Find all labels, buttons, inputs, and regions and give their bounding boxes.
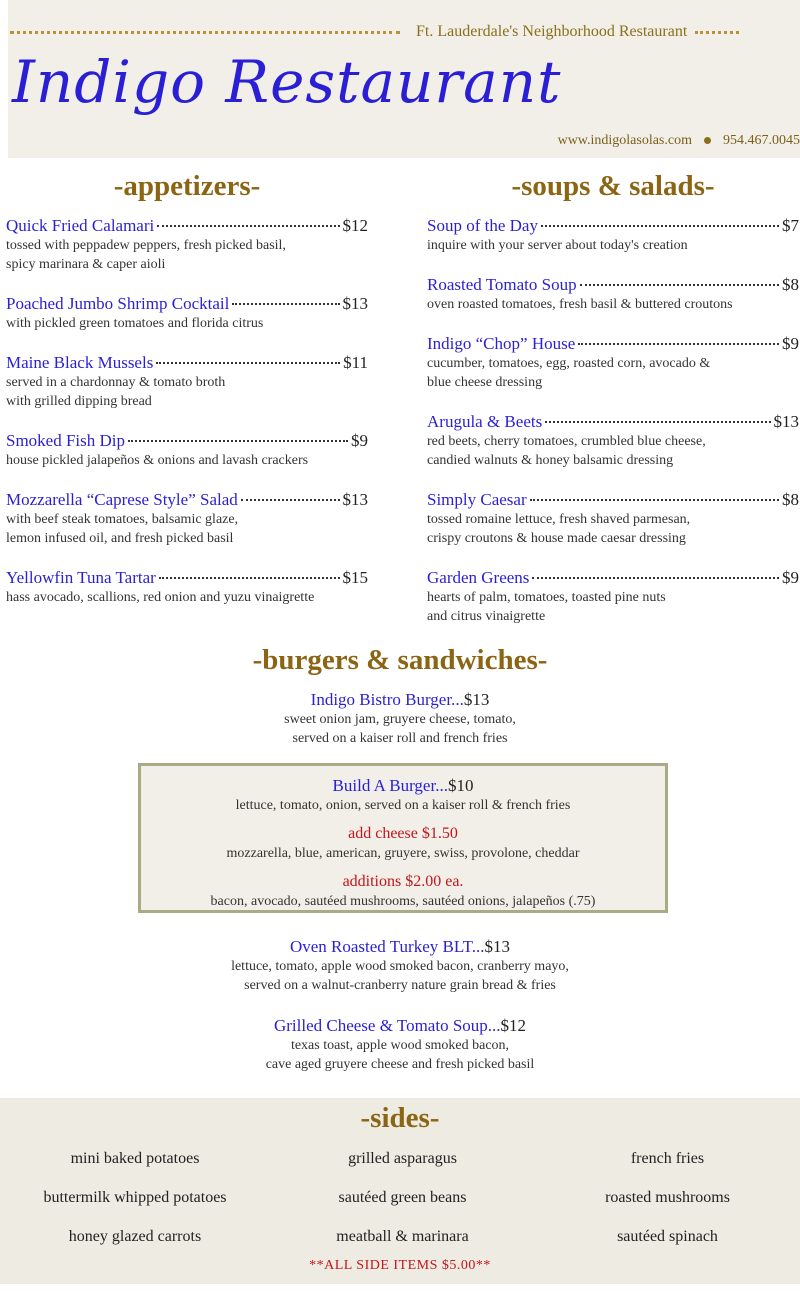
cheese-options: mozzarella, blue, american, gruyere, swiss, provolone, cheddar bbox=[226, 846, 580, 861]
item-description: hass avocado, scallions, red onion and yuzu vinaigrette bbox=[6, 590, 315, 605]
item-price: $12 bbox=[500, 1016, 527, 1035]
item-name: Yellowfin Tuna Tartar bbox=[6, 568, 156, 587]
section-title-soups-salads: -soups & salads- bbox=[511, 170, 715, 202]
menu-item bbox=[427, 568, 799, 626]
website-link[interactable]: www.indigolasolas.com bbox=[557, 133, 692, 148]
menu-item bbox=[6, 216, 368, 274]
item-description: cucumber, tomatoes, egg, roasted corn, avocado & blue cheese dressing bbox=[427, 356, 711, 390]
side-item: mini baked potatoes bbox=[70, 1150, 200, 1167]
item-price: $13 bbox=[342, 490, 368, 509]
item-price: $15 bbox=[342, 568, 368, 587]
section-title-sides: -sides- bbox=[360, 1102, 440, 1134]
menu-item-turkey-blt bbox=[0, 937, 800, 995]
tagline-row bbox=[8, 20, 800, 44]
side-item: sautéed green beans bbox=[338, 1189, 467, 1206]
bullet-icon bbox=[704, 137, 711, 144]
item-name: Poached Jumbo Shrimp Cocktail bbox=[6, 294, 230, 313]
item-description: tossed romaine lettuce, fresh shaved parmesan, crispy croutons & house made caesar dressing bbox=[427, 512, 691, 546]
side-item: meatball & marinara bbox=[336, 1228, 469, 1245]
item-price: $11 bbox=[343, 353, 368, 372]
dotted-divider bbox=[695, 31, 739, 34]
contact-info bbox=[558, 133, 800, 149]
side-item: buttermilk whipped potatoes bbox=[43, 1189, 227, 1206]
menu-item bbox=[6, 490, 368, 548]
additions-label: additions $2.00 ea. bbox=[342, 873, 464, 890]
side-item: french fries bbox=[630, 1150, 705, 1167]
item-price: $8 bbox=[782, 275, 799, 294]
item-name: Indigo “Chop” House bbox=[427, 334, 576, 353]
phone-number: 954.467.0045 bbox=[723, 133, 800, 148]
dotted-leader bbox=[545, 421, 770, 423]
dotted-leader bbox=[128, 440, 348, 442]
item-price: $13 bbox=[342, 294, 368, 313]
header bbox=[8, 0, 800, 158]
dotted-leader bbox=[232, 303, 339, 305]
menu-item bbox=[427, 412, 799, 470]
item-price: $9 bbox=[782, 568, 799, 587]
item-name: Indigo Bistro Burger... bbox=[310, 690, 464, 709]
item-price: $7 bbox=[782, 216, 799, 235]
item-description: hearts of palm, tomatoes, toasted pine nuts and citrus vinaigrette bbox=[427, 590, 666, 624]
item-name: Soup of the Day bbox=[427, 216, 538, 235]
section-title-burgers: -burgers & sandwiches- bbox=[252, 644, 548, 676]
sides-price-note: **ALL SIDE ITEMS $5.00** bbox=[309, 1258, 491, 1273]
menu-item bbox=[427, 334, 799, 392]
dotted-leader bbox=[241, 499, 340, 501]
item-price: $10 bbox=[447, 776, 474, 795]
menu-item bbox=[427, 490, 799, 548]
restaurant-name: Indigo Restaurant bbox=[12, 48, 562, 116]
item-price: $13 bbox=[773, 412, 799, 431]
sides-panel bbox=[0, 1098, 800, 1284]
item-name: Smoked Fish Dip bbox=[6, 431, 126, 450]
menu-item bbox=[6, 431, 368, 470]
tagline: Ft. Lauderdale's Neighborhood Restaurant bbox=[416, 23, 688, 40]
item-description: served in a chardonnay & tomato broth with grilled dipping bread bbox=[6, 375, 226, 409]
side-item: grilled asparagus bbox=[348, 1150, 457, 1167]
dotted-leader bbox=[541, 225, 779, 227]
menu-item bbox=[427, 275, 799, 314]
side-item: roasted mushrooms bbox=[605, 1189, 730, 1206]
dotted-leader bbox=[532, 577, 779, 579]
item-name: Garden Greens bbox=[427, 568, 530, 587]
menu-item bbox=[6, 568, 368, 607]
item-description: lettuce, tomato, onion, served on a kaiser roll & french fries bbox=[235, 798, 571, 813]
item-name: Build A Burger... bbox=[332, 776, 448, 795]
item-name: Grilled Cheese & Tomato Soup... bbox=[273, 1016, 501, 1035]
menu-item-grilled-cheese bbox=[0, 1016, 800, 1074]
menu-item bbox=[427, 216, 799, 255]
side-item: honey glazed carrots bbox=[68, 1228, 202, 1245]
dotted-leader bbox=[578, 343, 779, 345]
section-title-appetizers: -appetizers- bbox=[113, 170, 261, 202]
dotted-leader bbox=[580, 284, 779, 286]
dotted-leader bbox=[157, 225, 339, 227]
dotted-leader bbox=[159, 577, 340, 579]
menu-item-bistro-burger bbox=[0, 690, 800, 748]
menu-item-build-a-burger bbox=[141, 776, 665, 815]
appetizers-list bbox=[6, 216, 368, 627]
dotted-leader bbox=[156, 362, 340, 364]
item-price: $8 bbox=[782, 490, 799, 509]
item-description: with pickled green tomatoes and florida citrus bbox=[6, 316, 264, 331]
item-description: lettuce, tomato, apple wood smoked bacon, cranberry mayo, served on a walnut-cranberry nature grain bread & fries bbox=[231, 959, 569, 993]
item-description: inquire with your server about today's creation bbox=[427, 238, 688, 253]
item-name: Simply Caesar bbox=[427, 490, 527, 509]
item-name: Mozzarella “Caprese Style” Salad bbox=[6, 490, 238, 509]
item-name: Oven Roasted Turkey BLT... bbox=[289, 937, 485, 956]
item-description: sweet onion jam, gruyere cheese, tomato, served on a kaiser roll and french fries bbox=[284, 712, 516, 746]
additions-options: bacon, avocado, sautéed mushrooms, sautéed onions, jalapeños (.75) bbox=[210, 894, 596, 909]
add-cheese-group bbox=[141, 824, 665, 863]
item-price: $13 bbox=[484, 937, 511, 956]
item-price: $9 bbox=[782, 334, 799, 353]
item-description: tossed with peppadew peppers, fresh picked basil, spicy marinara & caper aioli bbox=[6, 238, 286, 272]
soups-salads-list bbox=[427, 216, 799, 646]
item-name: Maine Black Mussels bbox=[6, 353, 154, 372]
sides-grid bbox=[0, 1148, 800, 1247]
menu-item bbox=[6, 294, 368, 333]
additions-group bbox=[141, 872, 665, 911]
build-a-burger-box bbox=[138, 763, 668, 913]
dotted-divider bbox=[10, 31, 400, 34]
item-price: $13 bbox=[463, 690, 490, 709]
item-name: Arugula & Beets bbox=[427, 412, 543, 431]
add-cheese-label: add cheese $1.50 bbox=[348, 825, 458, 842]
item-description: with beef steak tomatoes, balsamic glaze, lemon infused oil, and fresh picked basil bbox=[6, 512, 239, 546]
dotted-leader bbox=[530, 499, 779, 501]
menu-item bbox=[6, 353, 368, 411]
item-description: oven roasted tomatoes, fresh basil & buttered croutons bbox=[427, 297, 733, 312]
item-price: $9 bbox=[351, 431, 368, 450]
item-description: red beets, cherry tomatoes, crumbled blue cheese, candied walnuts & honey balsamic dressing bbox=[427, 434, 706, 468]
side-item: sautéed spinach bbox=[617, 1228, 718, 1245]
item-name: Roasted Tomato Soup bbox=[427, 275, 577, 294]
item-name: Quick Fried Calamari bbox=[6, 216, 155, 235]
item-description: texas toast, apple wood smoked bacon, cave aged gruyere cheese and fresh picked basil bbox=[265, 1038, 535, 1072]
item-description: house pickled jalapeños & onions and lavash crackers bbox=[6, 453, 309, 468]
item-price: $12 bbox=[342, 216, 368, 235]
